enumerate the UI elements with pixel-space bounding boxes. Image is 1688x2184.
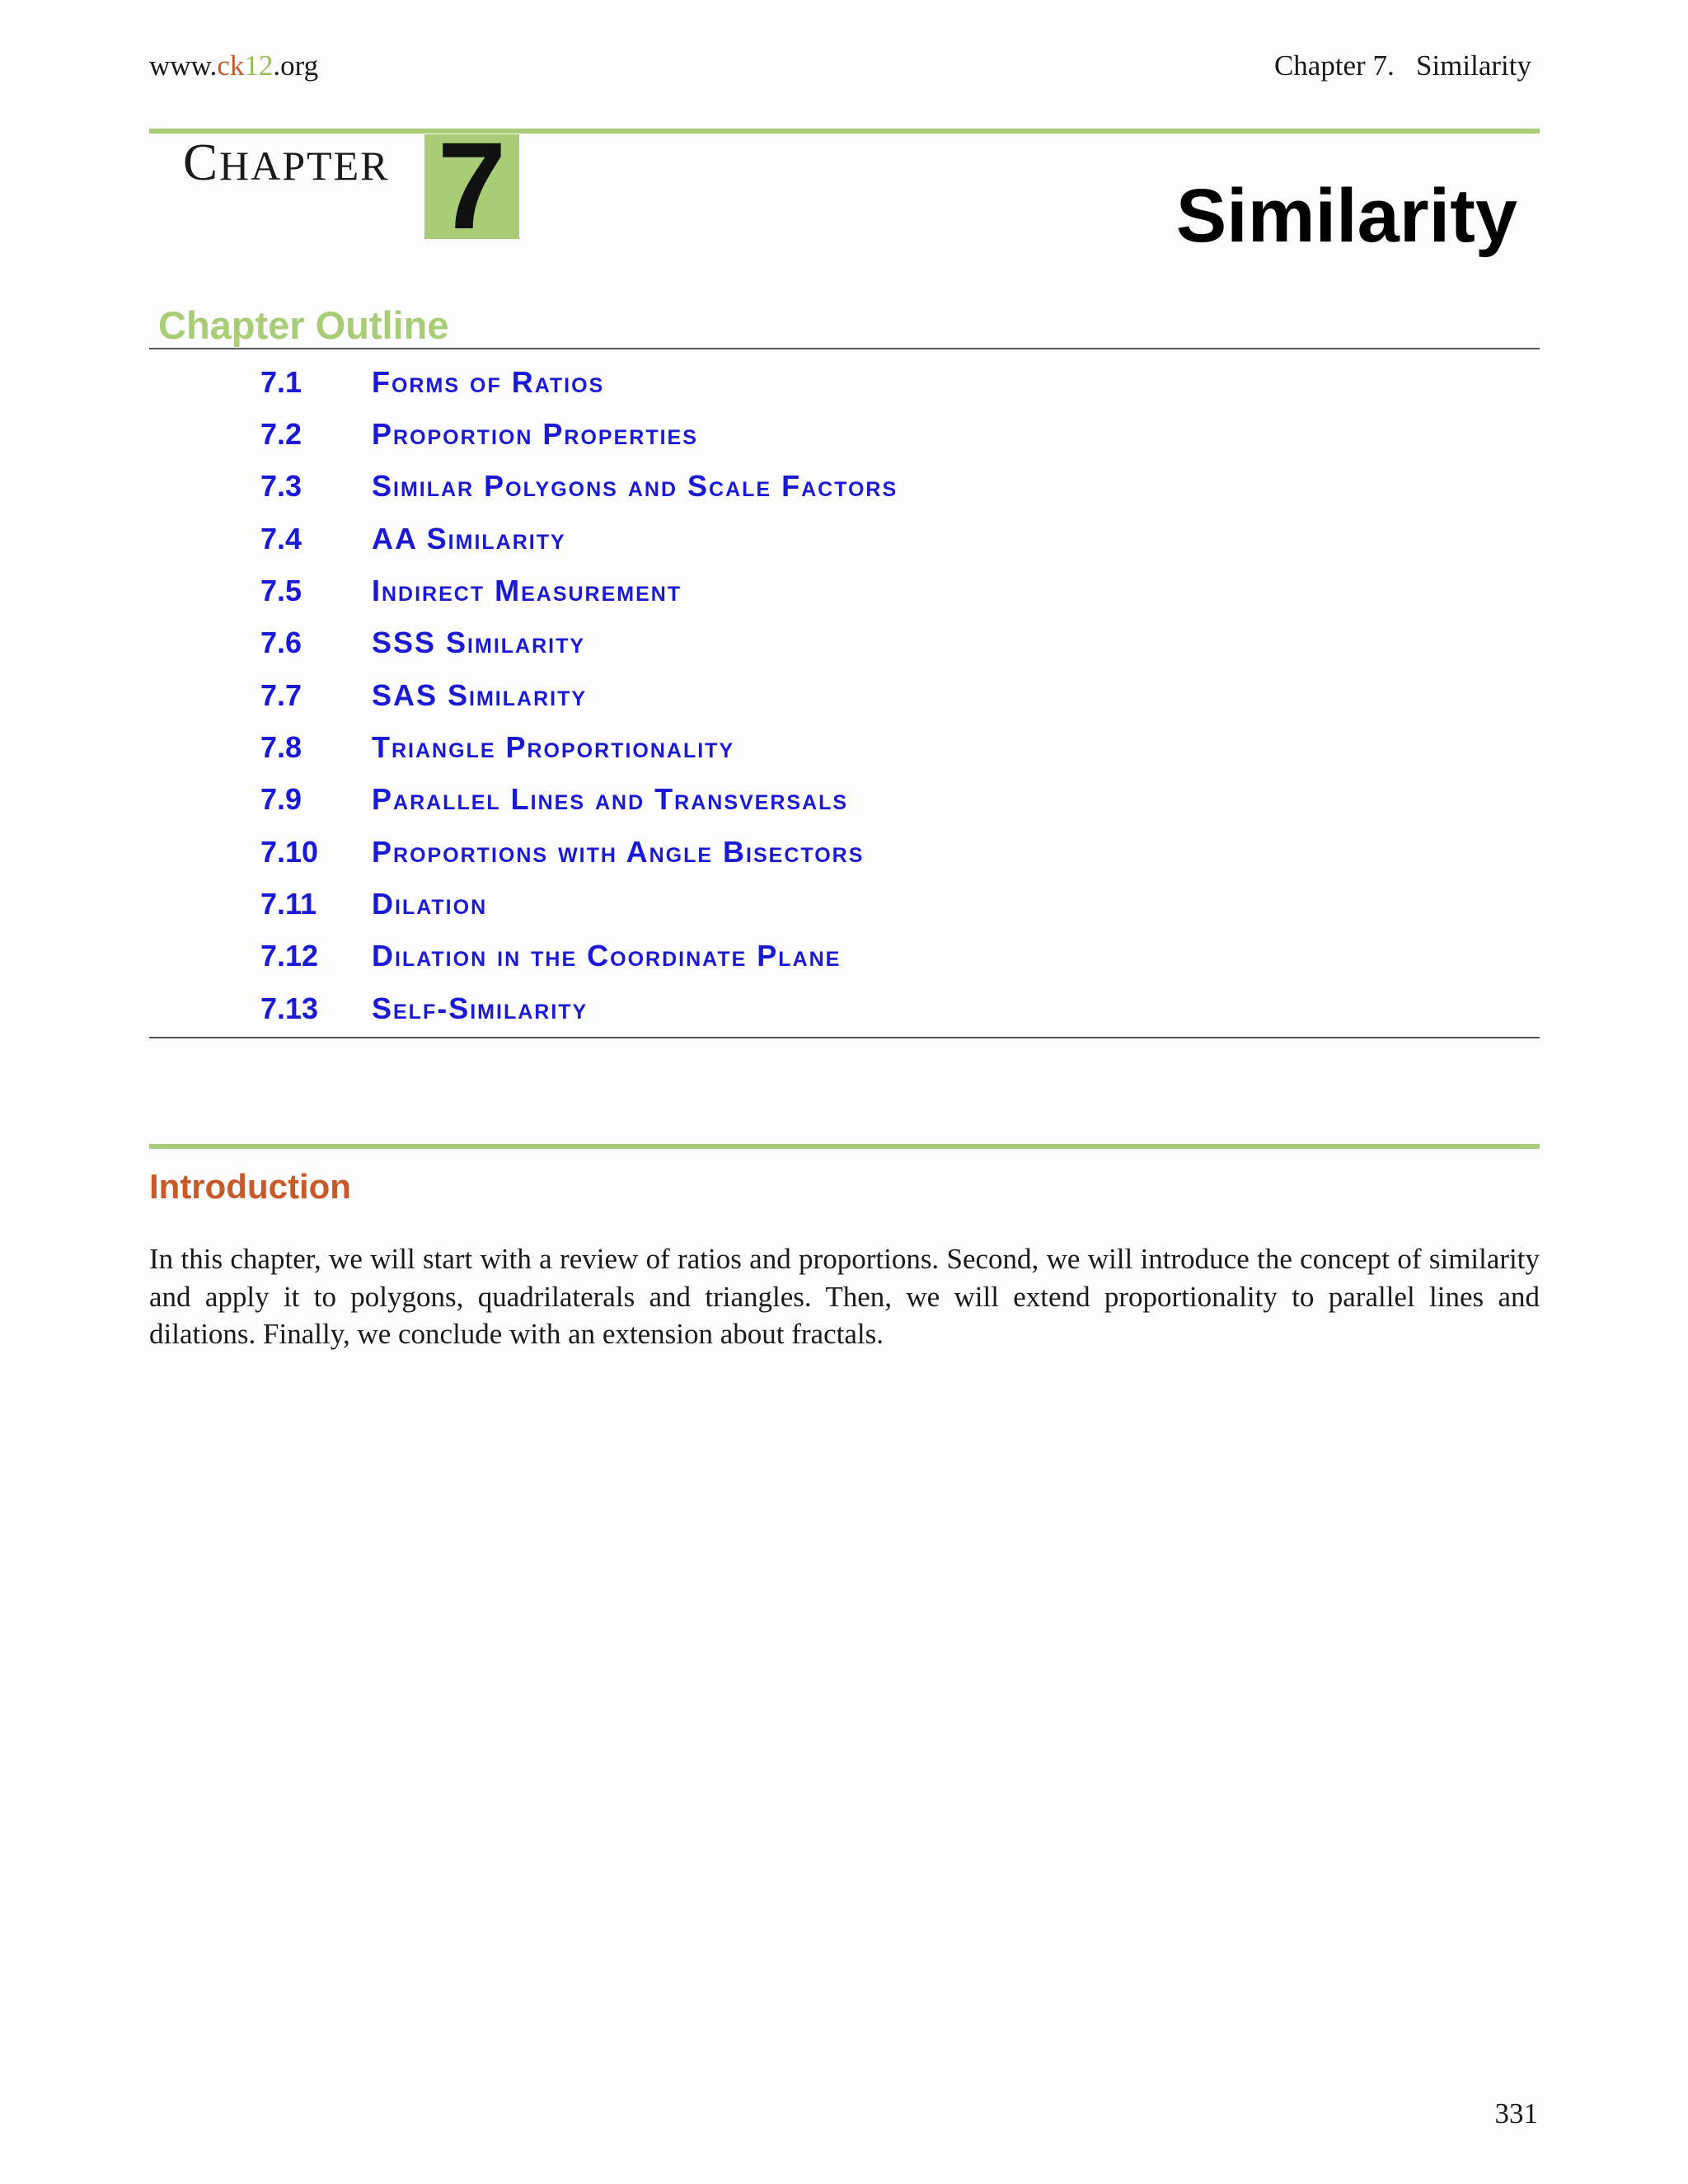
outline-item-link[interactable]: Similar Polygons and Scale Factors (372, 469, 898, 503)
outline-item[interactable] (0, 780, 1688, 832)
outline-item-link[interactable]: AA Similarity (372, 522, 566, 555)
outline-bottom-rule (149, 1037, 1540, 1038)
section-top-rule (149, 1144, 1540, 1149)
outline-item[interactable] (0, 990, 1688, 1042)
chapter-number: 7 (437, 116, 507, 255)
outline-item-number: 7.11 (260, 887, 317, 921)
url-prefix: www. (149, 49, 218, 82)
outline-item-number: 7.2 (260, 417, 302, 451)
outline-item[interactable] (0, 729, 1688, 780)
outline-item[interactable] (0, 677, 1688, 729)
site-url (149, 48, 318, 84)
outline-item[interactable] (0, 520, 1688, 572)
outline-item-number: 7.9 (260, 782, 302, 816)
outline-item-number: 7.8 (260, 730, 302, 764)
outline-item[interactable] (0, 833, 1688, 885)
outline-item[interactable] (0, 885, 1688, 937)
outline-item[interactable] (0, 624, 1688, 676)
outline-item-number: 7.3 (260, 469, 302, 503)
outline-item-link[interactable]: Parallel Lines and Transversals (372, 782, 849, 816)
outline-item-number: 7.6 (260, 626, 302, 659)
outline-item-link[interactable]: SAS Similarity (372, 678, 588, 712)
outline-item-link[interactable]: Dilation in the Coordinate Plane (372, 939, 842, 972)
outline-item[interactable] (0, 363, 1688, 415)
chapter-word-initial: C (183, 134, 220, 191)
outline-item-link[interactable]: Triangle Proportionality (372, 730, 735, 764)
chapter-word (183, 134, 390, 194)
chapter-title: Similarity (1175, 174, 1517, 258)
outline-item-link[interactable]: SSS Similarity (372, 626, 586, 659)
url-suffix: .org (273, 49, 319, 82)
outline-item-number: 7.5 (260, 574, 302, 607)
url-num: 12 (244, 49, 274, 82)
outline-item[interactable] (0, 467, 1688, 519)
introduction-heading: Introduction (149, 1167, 351, 1206)
outline-item-link[interactable]: Forms of Ratios (372, 365, 605, 399)
chapter-outline-heading: Chapter Outline (158, 303, 449, 347)
outline-item-link[interactable]: Dilation (372, 887, 488, 921)
outline-item-number: 7.12 (260, 939, 319, 972)
outline-item-number: 7.13 (260, 991, 319, 1025)
outline-item-link[interactable]: Self-Similarity (372, 991, 588, 1025)
chapter-word-rest: HAPTER (219, 143, 390, 189)
url-ck: ck (217, 49, 245, 82)
outline-item-link[interactable]: Proportions with Angle Bisectors (372, 835, 865, 869)
outline-item-link[interactable]: Indirect Measurement (372, 574, 682, 607)
outline-item[interactable] (0, 572, 1688, 624)
introduction-paragraph: In this chapter, we will start with a review of ratios and proportions. Second, we will introduce the concept of similarity and apply it to polygons, quadrilaterals and triangles. Then, we will extend proportionality to parallel lines and dilations. Finally, we conclude with an extension about fractals. (149, 1243, 1540, 1350)
outline-item-number: 7.1 (260, 365, 302, 399)
running-header-chapter: Chapter 7. Similarity (1273, 49, 1531, 82)
outline-item[interactable] (0, 415, 1688, 467)
outline-item-number: 7.4 (260, 522, 302, 555)
outline-item-link[interactable]: Proportion Properties (372, 417, 698, 451)
outline-item[interactable] (0, 937, 1688, 989)
outline-item-number: 7.10 (260, 835, 319, 869)
page-number: 331 (1494, 2097, 1538, 2130)
outline-top-rule (149, 348, 1540, 349)
outline-item-number: 7.7 (260, 678, 302, 712)
